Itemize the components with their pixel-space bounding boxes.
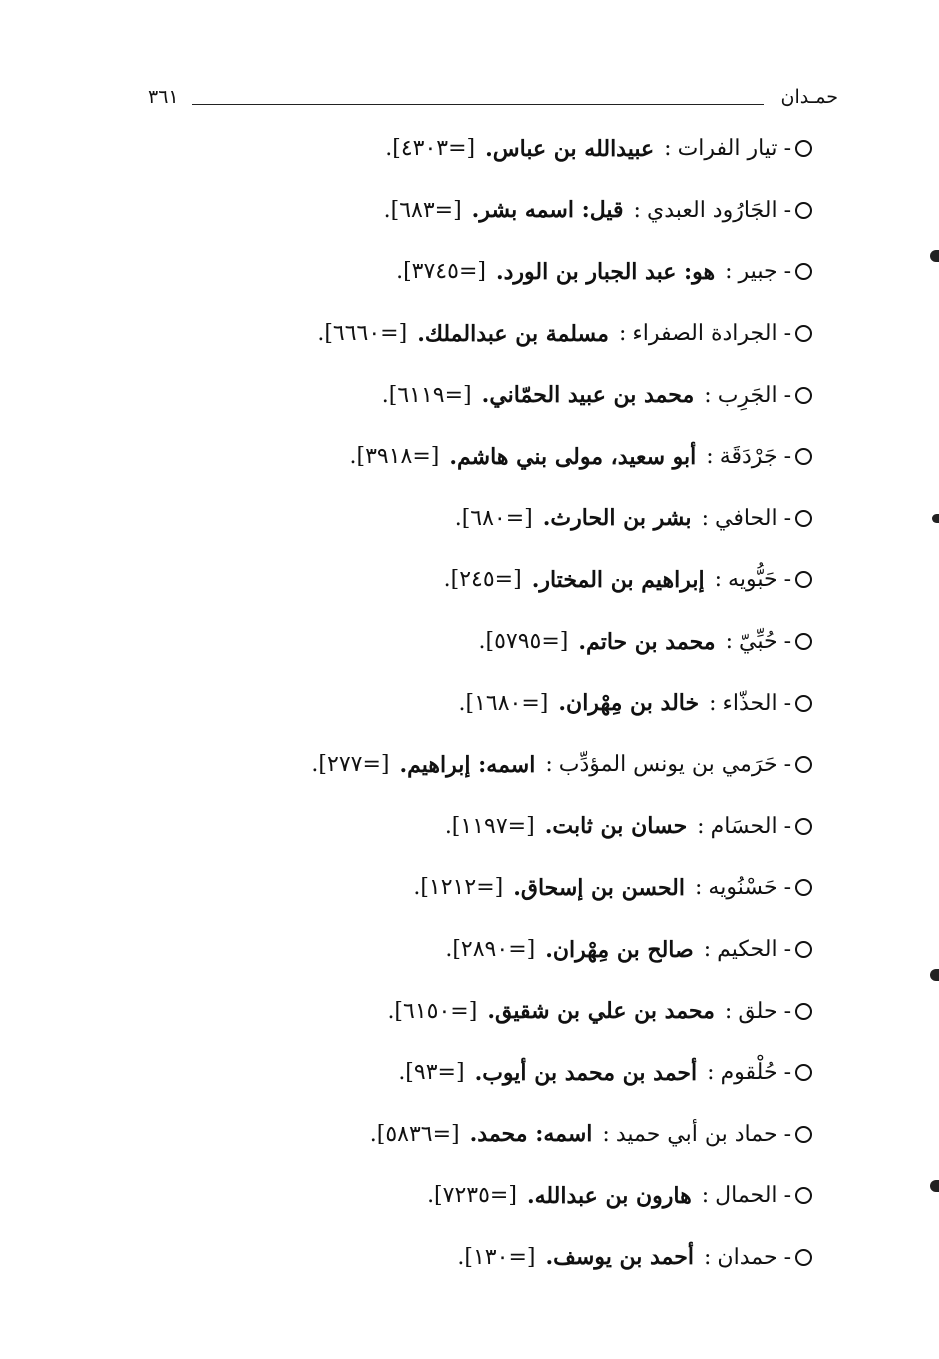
- entry-term: جبير: [738, 259, 778, 285]
- entry-identification: بشر بن الحارث.: [542, 505, 692, 532]
- list-item: [0, 980, 812, 1042]
- entry-separator: :: [725, 259, 733, 285]
- entry-reference: [=٦٨٣].: [383, 197, 462, 223]
- entry-term: حُلْقوم: [720, 1060, 778, 1086]
- list-item: [0, 857, 812, 919]
- dash: -: [783, 1060, 791, 1086]
- entry-term: حماد بن أبي حميد: [615, 1121, 778, 1147]
- dash: -: [783, 197, 791, 223]
- header-rule: [192, 104, 764, 105]
- circle-bullet-icon: [795, 941, 812, 958]
- circle-bullet-icon: [795, 756, 812, 773]
- dash: -: [783, 321, 791, 347]
- entry-separator: :: [694, 875, 703, 901]
- entry-identification: محمد بن حاتم.: [578, 628, 716, 655]
- margin-mark: [930, 250, 939, 262]
- margin-mark: [930, 1180, 939, 1192]
- circle-bullet-icon: [795, 1003, 812, 1020]
- entry-identification: حسان بن ثابت.: [544, 813, 688, 840]
- dash: -: [783, 998, 791, 1024]
- circle-bullet-icon: [795, 1126, 812, 1143]
- list-item: [0, 919, 812, 981]
- list-item: [0, 118, 812, 180]
- list-item: [0, 734, 812, 796]
- entry-term: الحمال: [715, 1183, 778, 1209]
- list-item: [0, 1227, 812, 1289]
- entry-separator: :: [704, 1244, 712, 1270]
- entry-separator: :: [545, 752, 553, 778]
- entry-reference: [=٥٨٣٦].: [369, 1121, 460, 1147]
- dash: -: [783, 382, 791, 408]
- entry-term: تيار الفرات: [677, 136, 778, 162]
- dash: -: [783, 1183, 791, 1209]
- list-item: [0, 1165, 812, 1227]
- entry-identification: محمد بن علي بن شقيق.: [487, 998, 715, 1025]
- entry-reference: [=٥٧٩٥].: [478, 629, 569, 655]
- dash: -: [783, 444, 791, 470]
- circle-bullet-icon: [795, 448, 812, 465]
- entry-separator: :: [701, 1183, 710, 1209]
- dash: -: [783, 690, 791, 716]
- list-item: [0, 488, 812, 550]
- circle-bullet-icon: [795, 818, 812, 835]
- list-item: [0, 1042, 812, 1104]
- list-item: [0, 1104, 812, 1166]
- running-head: حمـدان: [780, 86, 838, 108]
- entry-separator: :: [697, 813, 705, 839]
- entry-identification: اسمه: محمد.: [469, 1121, 593, 1148]
- list-item: [0, 180, 812, 242]
- entry-identification: أبو سعيد، مولى بني هاشم.: [449, 443, 697, 470]
- entry-term: حمدان: [717, 1244, 778, 1270]
- circle-bullet-icon: [795, 510, 812, 527]
- entry-identification: مسلمة بن عبدالملك.: [417, 320, 609, 347]
- dash: -: [783, 1244, 791, 1270]
- entry-identification: أحمد بن محمد بن أيوب.: [474, 1059, 698, 1086]
- circle-bullet-icon: [795, 1064, 812, 1081]
- entry-identification: محمد بن عبيد الحمّاني.: [481, 382, 695, 409]
- entry-term: حُبِّيّ: [738, 629, 778, 655]
- dash: -: [783, 752, 791, 778]
- circle-bullet-icon: [795, 571, 812, 588]
- circle-bullet-icon: [795, 695, 812, 712]
- entry-separator: :: [714, 567, 723, 593]
- entry-separator: :: [618, 321, 627, 347]
- entry-term: الجَارُود العبدي: [646, 197, 778, 223]
- entry-reference: [=٤٣٠٣].: [385, 136, 476, 162]
- entry-separator: :: [602, 1121, 610, 1147]
- entry-reference: [=٣٧٤٥].: [396, 259, 486, 285]
- entry-identification: قيل: اسمه بشر.: [471, 197, 624, 224]
- entry-separator: :: [704, 382, 712, 408]
- entry-term: حلق: [738, 998, 778, 1024]
- entry-reference: [=٦٦٦٠].: [317, 321, 408, 347]
- entry-reference: [=٦١٥٠].: [387, 998, 478, 1024]
- dash: -: [783, 505, 791, 531]
- list-item: [0, 426, 812, 488]
- list-item: [0, 303, 812, 365]
- entry-identification: اسمه: إبراهيم.: [399, 751, 536, 778]
- entry-identification: هارون بن عبدالله.: [526, 1182, 692, 1209]
- entry-term: حَسْنُويه: [708, 875, 778, 901]
- entry-reference: [=٦٨٠].: [454, 505, 533, 531]
- dash: -: [783, 567, 791, 593]
- entry-separator: :: [701, 505, 709, 531]
- list-item: [0, 241, 812, 303]
- margin-mark: [932, 514, 939, 523]
- list-item: [0, 364, 812, 426]
- entry-term: حَبُّويه: [728, 567, 778, 593]
- entry-identification: إبراهيم بن المختار.: [531, 566, 705, 593]
- entry-reference: [=١٦٨٠].: [458, 690, 549, 716]
- entry-reference: [=٩٣].: [398, 1060, 465, 1086]
- circle-bullet-icon: [795, 387, 812, 404]
- entry-reference: [=٢٨٩٠].: [445, 937, 536, 963]
- entry-term: الحسَام: [710, 813, 778, 839]
- entry-reference: [=٣٩١٨].: [349, 444, 440, 470]
- dash: -: [783, 875, 791, 901]
- entry-term: الحذّاء: [722, 690, 778, 716]
- entry-term: الحافي: [714, 505, 778, 531]
- page-number: ٣٦١: [148, 86, 179, 108]
- page-header: [148, 86, 838, 112]
- entry-separator: :: [664, 136, 672, 162]
- dash: -: [783, 813, 791, 839]
- entry-separator: :: [725, 629, 733, 655]
- circle-bullet-icon: [795, 202, 812, 219]
- entry-reference: [=١٣٠].: [457, 1244, 536, 1270]
- entry-identification: خالد بن مِهْران.: [558, 690, 700, 717]
- entry-identification: أحمد بن يوسف.: [545, 1244, 694, 1271]
- margin-mark: [930, 969, 939, 981]
- dash: -: [783, 937, 791, 963]
- entry-separator: :: [724, 998, 733, 1024]
- list-item: [0, 672, 812, 734]
- entry-reference: [=٢٧٧].: [311, 752, 390, 778]
- entry-term: حَرَمي بن يونس المؤدِّب: [558, 752, 778, 778]
- entry-reference: [=٦١١٩].: [381, 382, 472, 408]
- entry-term: جَرْدَقَة: [719, 444, 778, 470]
- circle-bullet-icon: [795, 1249, 812, 1266]
- entry-separator: :: [706, 444, 714, 470]
- circle-bullet-icon: [795, 1187, 812, 1204]
- circle-bullet-icon: [795, 325, 812, 342]
- circle-bullet-icon: [795, 263, 812, 280]
- entry-term: الجَرِب: [717, 382, 778, 408]
- list-item: [0, 549, 812, 611]
- entry-list: [0, 118, 812, 1288]
- circle-bullet-icon: [795, 879, 812, 896]
- dash: -: [783, 1121, 791, 1147]
- entry-identification: صالح بن مِهْران.: [545, 936, 694, 963]
- circle-bullet-icon: [795, 633, 812, 650]
- dash: -: [783, 136, 791, 162]
- entry-separator: :: [703, 937, 712, 963]
- list-item: [0, 796, 812, 858]
- list-item: [0, 611, 812, 673]
- entry-reference: [=٧٢٣٥].: [427, 1183, 517, 1209]
- entry-reference: [=١٢١٢].: [413, 875, 504, 901]
- dash: -: [783, 259, 791, 285]
- circle-bullet-icon: [795, 140, 812, 157]
- entry-separator: :: [709, 690, 717, 716]
- entry-term: الجرادة الصفراء: [632, 321, 778, 347]
- dash: -: [783, 629, 791, 655]
- entry-separator: :: [707, 1060, 715, 1086]
- entry-term: الحكيم: [717, 937, 778, 963]
- entry-separator: :: [633, 197, 641, 223]
- entry-identification: عبيدالله بن عباس.: [485, 135, 655, 162]
- entry-identification: هو: عبد الجبار بن الورد.: [495, 258, 716, 285]
- entry-reference: [=١١٩٧].: [444, 813, 535, 839]
- entry-reference: [=٢٤٥].: [443, 567, 522, 593]
- entry-identification: الحسن بن إسحاق.: [513, 874, 685, 901]
